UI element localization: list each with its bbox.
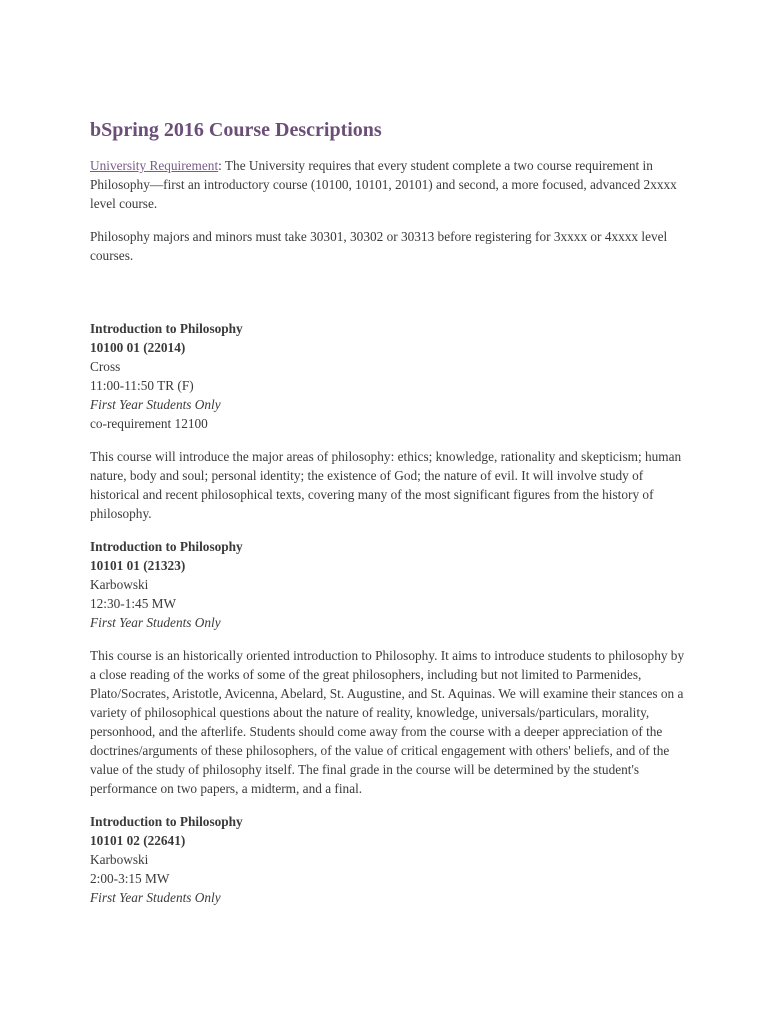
course-instructor: Karbowski bbox=[90, 577, 149, 592]
course-block bbox=[90, 319, 690, 433]
course-time: 12:30-1:45 MW bbox=[90, 596, 177, 611]
section-spacer bbox=[90, 279, 690, 319]
page-title: bSpring 2016 Course Descriptions bbox=[90, 119, 382, 141]
course-code: 10101 02 (22641) bbox=[90, 833, 186, 848]
course-corequirement: co-requirement 12100 bbox=[90, 416, 208, 431]
university-requirement-paragraph bbox=[90, 156, 690, 213]
course-instructor: Karbowski bbox=[90, 852, 149, 867]
course-block bbox=[90, 812, 690, 907]
course-code: 10101 01 (21323) bbox=[90, 558, 186, 573]
university-requirement-text: : The University requires that every student complete a two course requirement in Philosophy—first an introductory course (10100, 10101, 20101) and second, a more focused, advanced 2xxxx level course. bbox=[90, 158, 677, 211]
course-name: Introduction to Philosophy bbox=[90, 814, 243, 829]
majors-note: Philosophy majors and minors must take 30301, 30302 or 30313 before registering for 3xxxx or 4xxxx level courses. bbox=[90, 229, 668, 263]
course-code: 10100 01 (22014) bbox=[90, 340, 186, 355]
course-description: This course is an historically oriented introduction to Philosophy. It aims to introduce students to philosophy by a close reading of the works of some of the great philosophers, including but not limited to Parmenides, Plato/Socrates, Aristotle, Avicenna, Abelard, St. Augustine, and St. Aquinas. We will examine their stances on a variety of philosophical questions about the nature of reality, knowledge, universals/particulars, morality, personhood, and the afterlife. Students should come away from the course with a deeper appreciation of the doctrines/arguments of these philosophers, of the value of critical engagement with others' beliefs, and of the value of the study of philosophy itself. The final grade in the course will be determined by the student's performance on two papers, a midterm, and a final. bbox=[90, 648, 685, 796]
course-block bbox=[90, 537, 690, 632]
course-time: 11:00-11:50 TR (F) bbox=[90, 378, 194, 393]
course-restriction: First Year Students Only bbox=[90, 890, 221, 905]
course-time: 2:00-3:15 MW bbox=[90, 871, 170, 886]
course-instructor: Cross bbox=[90, 359, 121, 374]
course-name: Introduction to Philosophy bbox=[90, 539, 243, 554]
course-description: This course will introduce the major areas of philosophy: ethics; knowledge, rationality and skepticism; human nature, body and soul; personal identity; the existence of God; the nature of evil. It will involve study of historical and recent philosophical texts, covering many of the most significant figures from the history of philosophy. bbox=[90, 449, 682, 521]
course-restriction: First Year Students Only bbox=[90, 615, 221, 630]
course-restriction: First Year Students Only bbox=[90, 397, 221, 412]
document-page bbox=[90, 116, 690, 921]
course-name: Introduction to Philosophy bbox=[90, 321, 243, 336]
university-requirement-link[interactable]: University Requirement bbox=[90, 158, 219, 173]
